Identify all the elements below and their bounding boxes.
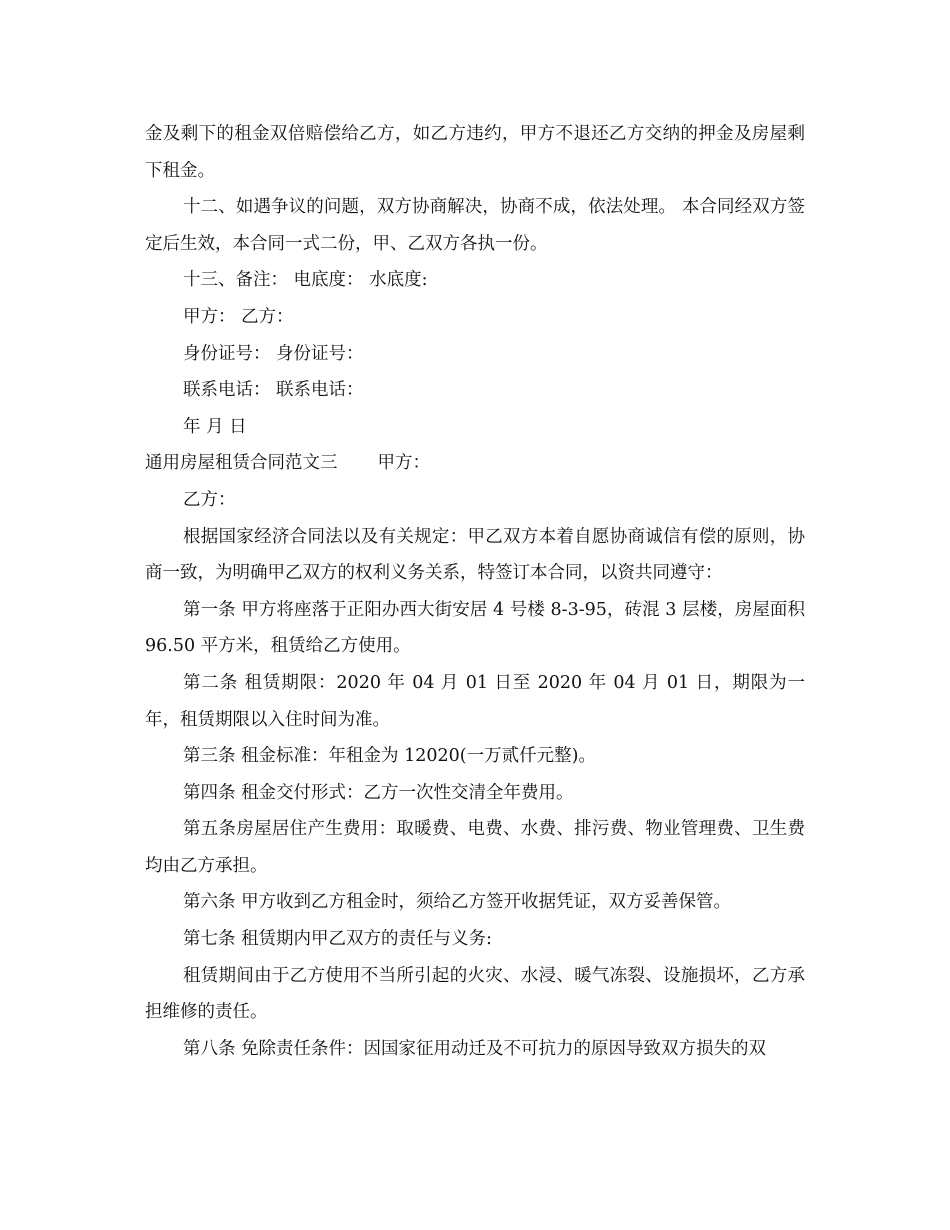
article-7: 第七条 租赁期内甲乙双方的责任与义务: bbox=[183, 929, 492, 950]
paragraph-article-13-notes: 十三、备注： 电底度： 水底度: bbox=[183, 270, 428, 291]
paragraph-party-phones: 联系电话： 联系电话： bbox=[183, 380, 364, 401]
article-2: 第二条 租赁期限：2020 年 04 月 01 日至 2020 年 04 月 01 日，期限为一年，租赁期限以入住时间为准。 bbox=[145, 672, 805, 730]
paragraph-date: 年 月 日 bbox=[183, 416, 247, 437]
paragraph-party-names: 甲方： 乙方： bbox=[183, 306, 294, 327]
article-3: 第三条 租金标准：年租金为 12020(一万贰仟元整)。 bbox=[183, 746, 596, 767]
contract-three-heading-line bbox=[145, 445, 805, 482]
article-8: 第八条 免除责任条件：因国家征用动迁及不可抗力的原因导致双方损失的双 bbox=[183, 1038, 767, 1059]
article-1: 第一条 甲方将座落于正阳办西大街安居 4 号楼 8-3-95，砖混 3 层楼，房屋面积 96.50 平方米，租赁给乙方使用。 bbox=[145, 599, 805, 657]
article-6: 第六条 甲方收到乙方租金时，须给乙方签开收据凭证，双方妥善保管。 bbox=[183, 892, 732, 913]
article-5: 第五条房屋居住产生费用：取暖费、电费、水费、排污费、物业管理费、卫生费均由乙方承担。 bbox=[145, 819, 805, 876]
paragraph-party-ids: 身份证号： 身份证号： bbox=[183, 343, 364, 364]
contract-three-title: 通用房屋租赁合同范文三 bbox=[145, 453, 338, 474]
paragraph-article-12: 十二、如遇争议的问题，双方协商解决，协商不成，依法处理。 本合同经双方签定后生效，本合同一式二份，甲、乙双方各执一份。 bbox=[145, 197, 805, 254]
paragraph-continuation: 金及剩下的租金双倍赔偿给乙方，如乙方违约，甲方不退还乙方交纳的押金及房屋剩下租金。 bbox=[145, 124, 805, 181]
contract-three-preamble: 根据国家经济合同法以及有关规定：甲乙双方本着自愿协商诚信有偿的原则，协商一致，为明确甲乙双方的权利义务关系，特签订本合同，以资共同遵守： bbox=[145, 526, 805, 584]
document-body bbox=[145, 116, 805, 1067]
article-4: 第四条 租金交付形式：乙方一次性交清全年费用。 bbox=[183, 782, 574, 803]
article-7-detail: 租赁期间由于乙方使用不当所引起的火灾、水浸、暖气冻裂、设施损坏，乙方承担维修的责任。 bbox=[145, 965, 805, 1023]
contract-three-party-a: 甲方： bbox=[377, 453, 430, 474]
contract-three-party-b: 乙方： bbox=[183, 489, 236, 510]
